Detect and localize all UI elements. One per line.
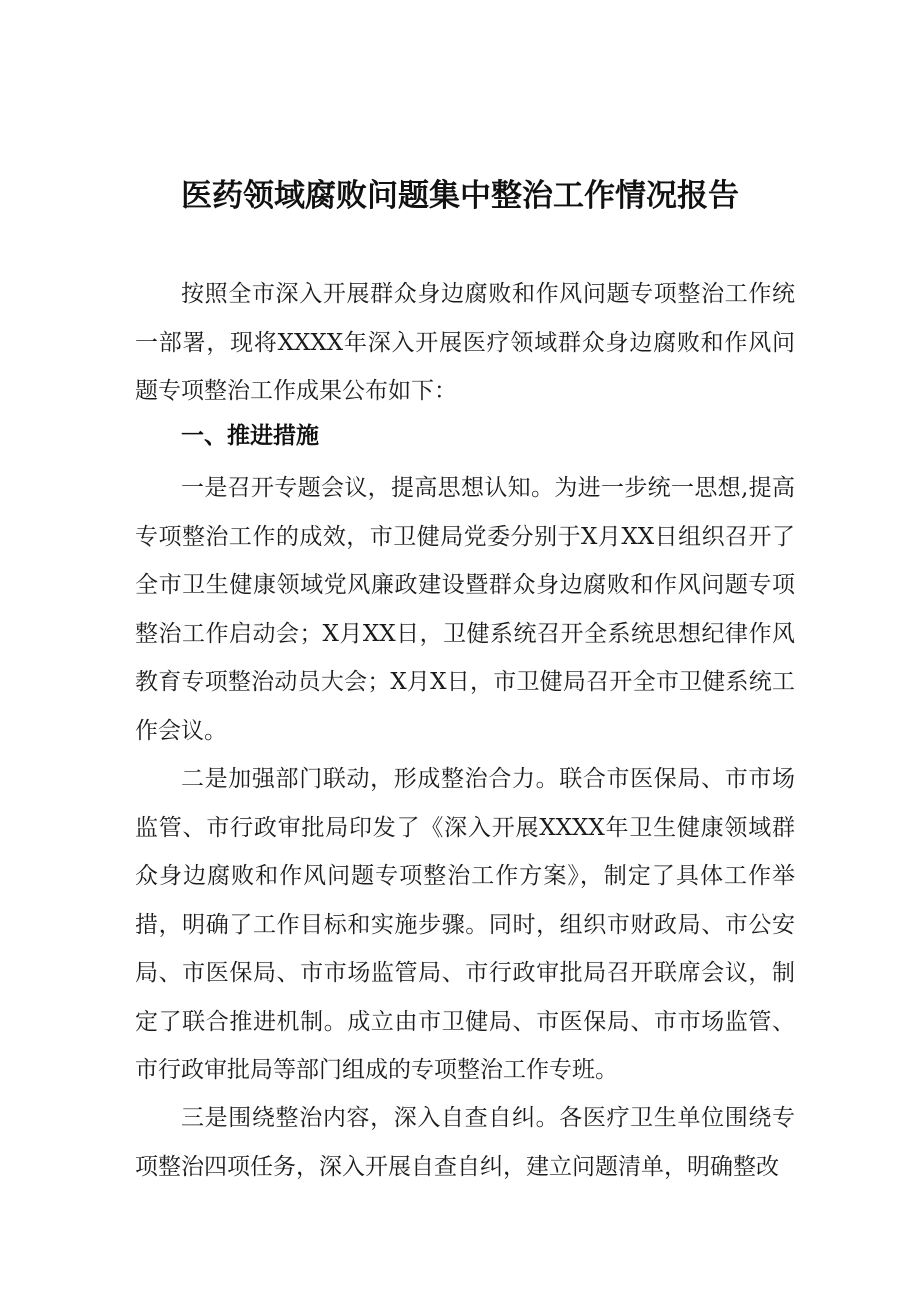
paragraph-coordination: 二是加强部门联动，形成整治合力。联合市医保局、市市场监管、市行政审批局印发了《深入开展XXXX年卫生健康领域群众身边腐败和作风问题专项整治工作方案》，制定了具体工作举措，明确了工作目标和实施步骤。同时，组织市财政局、市公安局、市医保局、市市场监管局、市行政审批局召开联席会议，制定了联合推进机制。成立由市卫健局、市医保局、市市场监管、市行政审批局等部门组成的专项整治工作专班。 <box>135 766 795 1083</box>
intro-paragraph: 按照全市深入开展群众身边腐败和作风问题专项整治工作统一部署，现将XXXX年深入开展医疗领域群众身边腐败和作风问题专项整治工作成果公布如下： <box>135 281 795 404</box>
section-heading: 一、推进措施 <box>181 423 319 449</box>
document-title: 医药领域腐败问题集中整治工作情况报告 <box>181 178 739 214</box>
paragraph-meetings: 一是召开专题会议，提高思想认知。为进一步统一思想,提高专项整治工作的成效，市卫健局党委分别于X月XX日组织召开了全市卫生健康领域党风廉政建设暨群众身边腐败和作风问题专项整治工作启动会；X月XX日，卫健系统召开全系统思想纪律作风教育专项整治动员大会；X月X日，市卫健局召开全市卫健系统工作会议。 <box>135 475 795 744</box>
paragraph-self-inspection: 三是围绕整治内容，深入自查自纠。各医疗卫生单位围绕专项整治四项任务，深入开展自查自纠，建立问题清单，明确整改 <box>135 1105 795 1180</box>
